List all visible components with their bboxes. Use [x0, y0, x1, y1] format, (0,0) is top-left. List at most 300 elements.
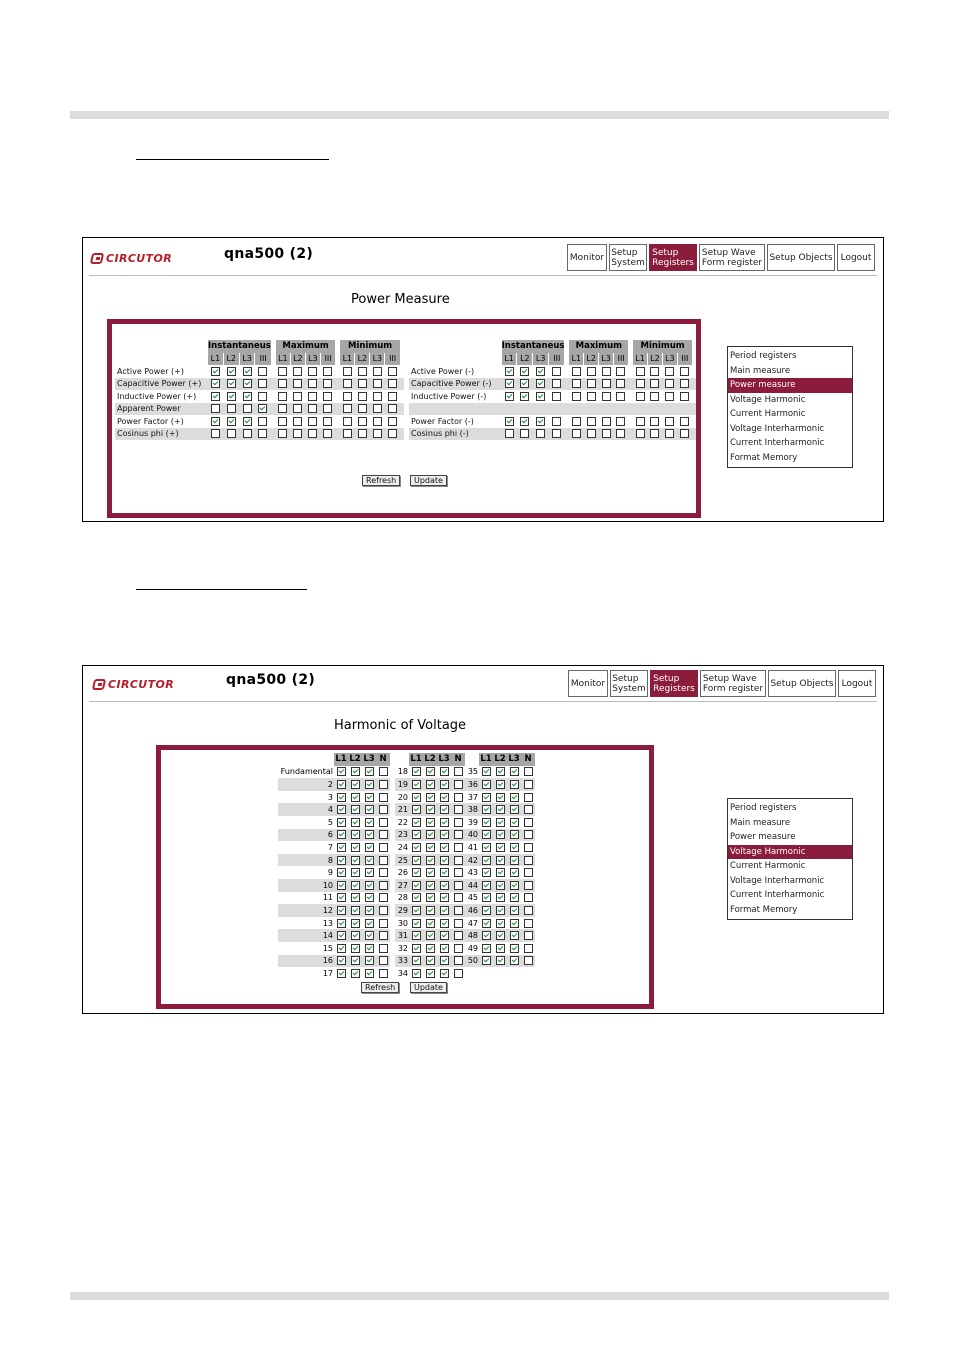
- register-checkbox[interactable]: [379, 805, 388, 814]
- register-checkbox[interactable]: [650, 379, 659, 388]
- register-checkbox[interactable]: [412, 931, 421, 940]
- menu-item[interactable]: Format Memory: [730, 904, 798, 915]
- register-checkbox[interactable]: [440, 906, 449, 915]
- register-checkbox[interactable]: [343, 404, 352, 413]
- register-checkbox[interactable]: [636, 429, 645, 438]
- register-checkbox[interactable]: [323, 404, 332, 413]
- register-checkbox[interactable]: [482, 906, 491, 915]
- register-checkbox[interactable]: [379, 830, 388, 839]
- register-checkbox[interactable]: [454, 919, 463, 928]
- nav-logout[interactable]: Logout: [837, 244, 875, 271]
- register-checkbox[interactable]: [524, 780, 533, 789]
- register-checkbox[interactable]: [536, 429, 545, 438]
- register-checkbox[interactable]: [680, 379, 689, 388]
- register-checkbox[interactable]: [454, 793, 463, 802]
- nav-monitor[interactable]: Monitor: [568, 670, 608, 697]
- register-checkbox[interactable]: [496, 931, 505, 940]
- register-checkbox[interactable]: [278, 429, 287, 438]
- register-checkbox[interactable]: [365, 868, 374, 877]
- register-checkbox[interactable]: [440, 944, 449, 953]
- register-checkbox[interactable]: [454, 805, 463, 814]
- register-checkbox[interactable]: [440, 818, 449, 827]
- menu-item[interactable]: Power measure: [730, 832, 796, 842]
- register-checkbox[interactable]: [636, 392, 645, 401]
- register-checkbox[interactable]: [243, 392, 252, 401]
- register-checkbox[interactable]: [243, 379, 252, 388]
- register-checkbox[interactable]: [426, 780, 435, 789]
- register-checkbox[interactable]: [510, 906, 519, 915]
- register-checkbox[interactable]: [373, 429, 382, 438]
- register-checkbox[interactable]: [454, 944, 463, 953]
- menu-item[interactable]: Current Interharmonic: [730, 890, 825, 900]
- register-checkbox[interactable]: [343, 367, 352, 376]
- register-checkbox[interactable]: [412, 856, 421, 865]
- register-checkbox[interactable]: [379, 767, 388, 776]
- register-checkbox[interactable]: [379, 793, 388, 802]
- register-checkbox[interactable]: [337, 818, 346, 827]
- register-checkbox[interactable]: [412, 956, 421, 965]
- register-checkbox[interactable]: [308, 367, 317, 376]
- register-checkbox[interactable]: [454, 881, 463, 890]
- register-checkbox[interactable]: [426, 843, 435, 852]
- register-checkbox[interactable]: [388, 404, 397, 413]
- register-checkbox[interactable]: [520, 429, 529, 438]
- register-checkbox[interactable]: [365, 893, 374, 902]
- register-checkbox[interactable]: [587, 417, 596, 426]
- register-checkbox[interactable]: [373, 367, 382, 376]
- menu-item[interactable]: Voltage Interharmonic: [730, 875, 825, 886]
- menu-item[interactable]: Period registers: [730, 803, 797, 813]
- register-checkbox[interactable]: [351, 868, 360, 877]
- register-checkbox[interactable]: [636, 367, 645, 376]
- register-checkbox[interactable]: [454, 818, 463, 827]
- register-checkbox[interactable]: [388, 417, 397, 426]
- register-checkbox[interactable]: [505, 367, 514, 376]
- register-checkbox[interactable]: [440, 793, 449, 802]
- register-checkbox[interactable]: [379, 931, 388, 940]
- register-checkbox[interactable]: [552, 417, 561, 426]
- register-checkbox[interactable]: [426, 868, 435, 877]
- register-checkbox[interactable]: [337, 906, 346, 915]
- register-checkbox[interactable]: [308, 379, 317, 388]
- register-checkbox[interactable]: [337, 868, 346, 877]
- register-checkbox[interactable]: [454, 956, 463, 965]
- register-checkbox[interactable]: [602, 392, 611, 401]
- register-checkbox[interactable]: [496, 818, 505, 827]
- register-checkbox[interactable]: [293, 379, 302, 388]
- nav-setup-wave-form[interactable]: Setup Wave Form register: [699, 244, 765, 271]
- register-checkbox[interactable]: [440, 805, 449, 814]
- register-checkbox[interactable]: [351, 893, 360, 902]
- register-checkbox[interactable]: [337, 780, 346, 789]
- menu-item[interactable]: Power measure: [728, 378, 852, 393]
- register-checkbox[interactable]: [351, 780, 360, 789]
- register-checkbox[interactable]: [258, 379, 267, 388]
- register-checkbox[interactable]: [650, 392, 659, 401]
- register-checkbox[interactable]: [440, 919, 449, 928]
- register-checkbox[interactable]: [365, 956, 374, 965]
- register-checkbox[interactable]: [379, 956, 388, 965]
- register-checkbox[interactable]: [343, 417, 352, 426]
- nav-setup-system[interactable]: Setup System: [609, 244, 647, 271]
- register-checkbox[interactable]: [510, 780, 519, 789]
- register-checkbox[interactable]: [524, 805, 533, 814]
- register-checkbox[interactable]: [510, 793, 519, 802]
- register-checkbox[interactable]: [496, 805, 505, 814]
- register-checkbox[interactable]: [505, 417, 514, 426]
- register-checkbox[interactable]: [616, 367, 625, 376]
- register-checkbox[interactable]: [258, 404, 267, 413]
- register-checkbox[interactable]: [323, 429, 332, 438]
- register-checkbox[interactable]: [351, 843, 360, 852]
- register-checkbox[interactable]: [552, 392, 561, 401]
- register-checkbox[interactable]: [602, 367, 611, 376]
- register-checkbox[interactable]: [482, 893, 491, 902]
- register-checkbox[interactable]: [243, 367, 252, 376]
- register-checkbox[interactable]: [440, 868, 449, 877]
- register-checkbox[interactable]: [482, 881, 491, 890]
- update-button[interactable]: Update: [410, 475, 447, 486]
- register-checkbox[interactable]: [412, 893, 421, 902]
- register-checkbox[interactable]: [211, 379, 220, 388]
- register-checkbox[interactable]: [440, 931, 449, 940]
- register-checkbox[interactable]: [482, 956, 491, 965]
- register-checkbox[interactable]: [665, 392, 674, 401]
- register-checkbox[interactable]: [680, 367, 689, 376]
- register-checkbox[interactable]: [496, 944, 505, 953]
- register-checkbox[interactable]: [510, 818, 519, 827]
- register-checkbox[interactable]: [454, 931, 463, 940]
- register-checkbox[interactable]: [496, 868, 505, 877]
- register-checkbox[interactable]: [293, 404, 302, 413]
- register-checkbox[interactable]: [524, 893, 533, 902]
- register-checkbox[interactable]: [426, 969, 435, 978]
- register-checkbox[interactable]: [524, 767, 533, 776]
- register-checkbox[interactable]: [572, 379, 581, 388]
- register-checkbox[interactable]: [258, 417, 267, 426]
- register-checkbox[interactable]: [412, 944, 421, 953]
- register-checkbox[interactable]: [278, 379, 287, 388]
- register-checkbox[interactable]: [365, 830, 374, 839]
- register-checkbox[interactable]: [680, 417, 689, 426]
- register-checkbox[interactable]: [278, 392, 287, 401]
- register-checkbox[interactable]: [524, 793, 533, 802]
- register-checkbox[interactable]: [358, 392, 367, 401]
- register-checkbox[interactable]: [616, 417, 625, 426]
- register-checkbox[interactable]: [616, 392, 625, 401]
- register-checkbox[interactable]: [243, 417, 252, 426]
- menu-item[interactable]: Voltage Interharmonic: [730, 423, 825, 434]
- register-checkbox[interactable]: [665, 429, 674, 438]
- register-checkbox[interactable]: [616, 429, 625, 438]
- register-checkbox[interactable]: [510, 919, 519, 928]
- register-checkbox[interactable]: [524, 931, 533, 940]
- register-checkbox[interactable]: [510, 868, 519, 877]
- register-checkbox[interactable]: [520, 367, 529, 376]
- register-checkbox[interactable]: [337, 944, 346, 953]
- register-checkbox[interactable]: [337, 969, 346, 978]
- register-checkbox[interactable]: [227, 379, 236, 388]
- register-checkbox[interactable]: [351, 793, 360, 802]
- register-checkbox[interactable]: [358, 404, 367, 413]
- register-checkbox[interactable]: [337, 767, 346, 776]
- register-checkbox[interactable]: [496, 843, 505, 852]
- register-checkbox[interactable]: [496, 893, 505, 902]
- menu-item[interactable]: Main measure: [730, 365, 791, 376]
- register-checkbox[interactable]: [482, 868, 491, 877]
- register-checkbox[interactable]: [496, 780, 505, 789]
- register-checkbox[interactable]: [323, 379, 332, 388]
- register-checkbox[interactable]: [351, 969, 360, 978]
- register-checkbox[interactable]: [365, 843, 374, 852]
- register-checkbox[interactable]: [665, 379, 674, 388]
- register-checkbox[interactable]: [365, 818, 374, 827]
- register-checkbox[interactable]: [412, 805, 421, 814]
- register-checkbox[interactable]: [680, 429, 689, 438]
- register-checkbox[interactable]: [665, 417, 674, 426]
- register-checkbox[interactable]: [536, 367, 545, 376]
- register-checkbox[interactable]: [388, 367, 397, 376]
- register-checkbox[interactable]: [308, 392, 317, 401]
- register-checkbox[interactable]: [293, 429, 302, 438]
- register-checkbox[interactable]: [351, 805, 360, 814]
- register-checkbox[interactable]: [412, 843, 421, 852]
- register-checkbox[interactable]: [510, 856, 519, 865]
- register-checkbox[interactable]: [227, 404, 236, 413]
- register-checkbox[interactable]: [505, 379, 514, 388]
- register-checkbox[interactable]: [426, 931, 435, 940]
- register-checkbox[interactable]: [337, 830, 346, 839]
- register-checkbox[interactable]: [482, 805, 491, 814]
- register-checkbox[interactable]: [379, 881, 388, 890]
- register-checkbox[interactable]: [412, 818, 421, 827]
- register-checkbox[interactable]: [351, 881, 360, 890]
- register-checkbox[interactable]: [510, 805, 519, 814]
- register-checkbox[interactable]: [482, 767, 491, 776]
- register-checkbox[interactable]: [365, 931, 374, 940]
- register-checkbox[interactable]: [412, 767, 421, 776]
- register-checkbox[interactable]: [258, 392, 267, 401]
- register-checkbox[interactable]: [227, 429, 236, 438]
- register-checkbox[interactable]: [365, 944, 374, 953]
- register-checkbox[interactable]: [496, 767, 505, 776]
- register-checkbox[interactable]: [358, 417, 367, 426]
- register-checkbox[interactable]: [454, 969, 463, 978]
- register-checkbox[interactable]: [440, 856, 449, 865]
- register-checkbox[interactable]: [412, 881, 421, 890]
- register-checkbox[interactable]: [524, 818, 533, 827]
- register-checkbox[interactable]: [365, 805, 374, 814]
- register-checkbox[interactable]: [524, 830, 533, 839]
- register-checkbox[interactable]: [278, 367, 287, 376]
- register-checkbox[interactable]: [454, 830, 463, 839]
- register-checkbox[interactable]: [510, 956, 519, 965]
- register-checkbox[interactable]: [602, 417, 611, 426]
- register-checkbox[interactable]: [365, 906, 374, 915]
- register-checkbox[interactable]: [454, 843, 463, 852]
- register-checkbox[interactable]: [358, 429, 367, 438]
- register-checkbox[interactable]: [379, 893, 388, 902]
- refresh-button[interactable]: Refresh: [361, 982, 399, 993]
- register-checkbox[interactable]: [388, 429, 397, 438]
- register-checkbox[interactable]: [337, 856, 346, 865]
- register-checkbox[interactable]: [365, 856, 374, 865]
- register-checkbox[interactable]: [412, 906, 421, 915]
- register-checkbox[interactable]: [426, 919, 435, 928]
- register-checkbox[interactable]: [358, 379, 367, 388]
- register-checkbox[interactable]: [510, 843, 519, 852]
- register-checkbox[interactable]: [496, 919, 505, 928]
- register-checkbox[interactable]: [243, 404, 252, 413]
- menu-item[interactable]: Voltage Harmonic: [728, 845, 852, 860]
- register-checkbox[interactable]: [351, 956, 360, 965]
- register-checkbox[interactable]: [587, 379, 596, 388]
- register-checkbox[interactable]: [524, 956, 533, 965]
- register-checkbox[interactable]: [572, 392, 581, 401]
- register-checkbox[interactable]: [510, 944, 519, 953]
- register-checkbox[interactable]: [337, 893, 346, 902]
- register-checkbox[interactable]: [520, 392, 529, 401]
- register-checkbox[interactable]: [552, 429, 561, 438]
- register-checkbox[interactable]: [379, 818, 388, 827]
- register-checkbox[interactable]: [351, 919, 360, 928]
- register-checkbox[interactable]: [496, 881, 505, 890]
- nav-setup-objects[interactable]: Setup Objects: [768, 670, 836, 697]
- register-checkbox[interactable]: [482, 843, 491, 852]
- register-checkbox[interactable]: [482, 793, 491, 802]
- register-checkbox[interactable]: [454, 906, 463, 915]
- register-checkbox[interactable]: [323, 392, 332, 401]
- register-checkbox[interactable]: [440, 956, 449, 965]
- register-checkbox[interactable]: [412, 830, 421, 839]
- register-checkbox[interactable]: [572, 417, 581, 426]
- register-checkbox[interactable]: [536, 417, 545, 426]
- register-checkbox[interactable]: [379, 969, 388, 978]
- register-checkbox[interactable]: [616, 379, 625, 388]
- register-checkbox[interactable]: [524, 919, 533, 928]
- register-checkbox[interactable]: [373, 417, 382, 426]
- register-checkbox[interactable]: [636, 417, 645, 426]
- register-checkbox[interactable]: [343, 379, 352, 388]
- register-checkbox[interactable]: [482, 944, 491, 953]
- register-checkbox[interactable]: [680, 392, 689, 401]
- register-checkbox[interactable]: [587, 429, 596, 438]
- register-checkbox[interactable]: [365, 767, 374, 776]
- register-checkbox[interactable]: [510, 767, 519, 776]
- register-checkbox[interactable]: [426, 856, 435, 865]
- register-checkbox[interactable]: [440, 969, 449, 978]
- register-checkbox[interactable]: [379, 843, 388, 852]
- register-checkbox[interactable]: [351, 767, 360, 776]
- register-checkbox[interactable]: [520, 417, 529, 426]
- register-checkbox[interactable]: [665, 367, 674, 376]
- register-checkbox[interactable]: [412, 793, 421, 802]
- register-checkbox[interactable]: [482, 856, 491, 865]
- register-checkbox[interactable]: [337, 805, 346, 814]
- register-checkbox[interactable]: [227, 392, 236, 401]
- register-checkbox[interactable]: [337, 931, 346, 940]
- register-checkbox[interactable]: [524, 868, 533, 877]
- refresh-button[interactable]: Refresh: [362, 475, 400, 486]
- register-checkbox[interactable]: [426, 805, 435, 814]
- register-checkbox[interactable]: [440, 830, 449, 839]
- register-checkbox[interactable]: [337, 956, 346, 965]
- register-checkbox[interactable]: [351, 906, 360, 915]
- register-checkbox[interactable]: [278, 417, 287, 426]
- menu-item[interactable]: Format Memory: [730, 452, 798, 463]
- menu-item[interactable]: Period registers: [730, 351, 797, 361]
- register-checkbox[interactable]: [510, 893, 519, 902]
- register-checkbox[interactable]: [524, 856, 533, 865]
- register-checkbox[interactable]: [243, 429, 252, 438]
- nav-monitor[interactable]: Monitor: [567, 244, 607, 271]
- register-checkbox[interactable]: [440, 843, 449, 852]
- register-checkbox[interactable]: [351, 830, 360, 839]
- register-checkbox[interactable]: [258, 367, 267, 376]
- register-checkbox[interactable]: [602, 429, 611, 438]
- register-checkbox[interactable]: [379, 919, 388, 928]
- register-checkbox[interactable]: [365, 881, 374, 890]
- register-checkbox[interactable]: [536, 379, 545, 388]
- register-checkbox[interactable]: [510, 931, 519, 940]
- register-checkbox[interactable]: [293, 367, 302, 376]
- register-checkbox[interactable]: [412, 969, 421, 978]
- register-checkbox[interactable]: [379, 944, 388, 953]
- register-checkbox[interactable]: [454, 868, 463, 877]
- register-checkbox[interactable]: [343, 429, 352, 438]
- register-checkbox[interactable]: [454, 767, 463, 776]
- menu-item[interactable]: Current Harmonic: [730, 409, 806, 419]
- register-checkbox[interactable]: [365, 793, 374, 802]
- register-checkbox[interactable]: [552, 379, 561, 388]
- register-checkbox[interactable]: [524, 843, 533, 852]
- nav-logout[interactable]: Logout: [838, 670, 876, 697]
- menu-item[interactable]: Current Harmonic: [730, 861, 806, 871]
- register-checkbox[interactable]: [258, 429, 267, 438]
- nav-setup-objects[interactable]: Setup Objects: [767, 244, 835, 271]
- register-checkbox[interactable]: [426, 956, 435, 965]
- register-checkbox[interactable]: [337, 919, 346, 928]
- register-checkbox[interactable]: [496, 856, 505, 865]
- register-checkbox[interactable]: [454, 856, 463, 865]
- register-checkbox[interactable]: [536, 392, 545, 401]
- register-checkbox[interactable]: [293, 417, 302, 426]
- register-checkbox[interactable]: [351, 944, 360, 953]
- register-checkbox[interactable]: [496, 956, 505, 965]
- register-checkbox[interactable]: [454, 780, 463, 789]
- register-checkbox[interactable]: [379, 780, 388, 789]
- register-checkbox[interactable]: [440, 767, 449, 776]
- register-checkbox[interactable]: [412, 868, 421, 877]
- register-checkbox[interactable]: [379, 906, 388, 915]
- register-checkbox[interactable]: [650, 367, 659, 376]
- register-checkbox[interactable]: [308, 429, 317, 438]
- register-checkbox[interactable]: [308, 417, 317, 426]
- register-checkbox[interactable]: [343, 392, 352, 401]
- nav-setup-registers[interactable]: Setup Registers: [650, 670, 698, 697]
- register-checkbox[interactable]: [227, 417, 236, 426]
- register-checkbox[interactable]: [426, 881, 435, 890]
- register-checkbox[interactable]: [524, 881, 533, 890]
- register-checkbox[interactable]: [351, 856, 360, 865]
- register-checkbox[interactable]: [602, 379, 611, 388]
- register-checkbox[interactable]: [650, 417, 659, 426]
- register-checkbox[interactable]: [426, 818, 435, 827]
- menu-item[interactable]: Main measure: [730, 817, 791, 828]
- register-checkbox[interactable]: [426, 793, 435, 802]
- register-checkbox[interactable]: [351, 931, 360, 940]
- register-checkbox[interactable]: [426, 893, 435, 902]
